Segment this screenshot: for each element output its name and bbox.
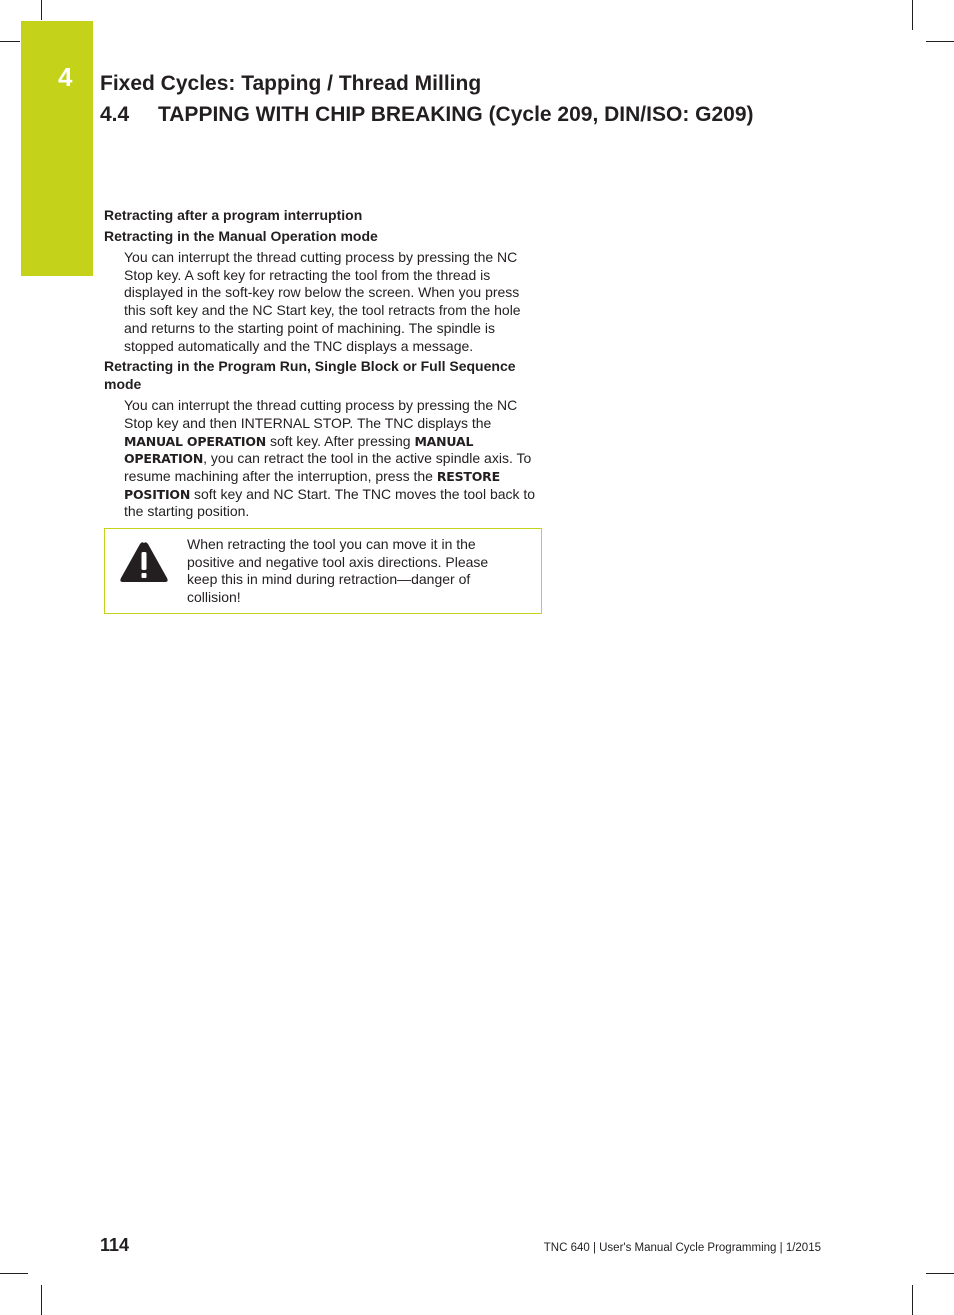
heading-program-run: Retracting in the Program Run, Single Block or Full Sequence mode: [104, 358, 516, 393]
heading-retracting: Retracting after a program interruption: [104, 207, 363, 223]
section-number: 4.4: [100, 103, 130, 126]
crop-mark: [912, 0, 913, 30]
text-segment: soft key and NC Start. The TNC moves the tool back to the starting position.: [124, 485, 536, 520]
warning-text: When retracting the tool you can move it in the positive and negative tool axis directions. Please keep this in mind during retraction—danger of collision!: [187, 536, 489, 605]
text-segment: You can interrupt the thread cutting process by pressing the NC Stop key and then INTERNAL STOP. The TNC displays the: [124, 397, 518, 431]
warning-icon: [119, 540, 169, 584]
paragraph-program-run: [124, 397, 542, 521]
text-segment: soft key. After pressing: [266, 432, 415, 449]
section-title-row: [100, 103, 754, 127]
crop-mark: [912, 1285, 913, 1315]
page-number: 114: [100, 1235, 130, 1255]
warning-note: [104, 528, 542, 614]
crop-mark: [926, 41, 954, 42]
crop-mark: [926, 1273, 954, 1274]
footer-text: TNC 640 | User's Manual Cycle Programming | 1/2015: [543, 1242, 821, 1254]
crop-mark: [0, 41, 20, 42]
crop-mark: [41, 0, 42, 20]
paragraph-manual-operation: You can interrupt the thread cutting process by pressing the NC Stop key. A soft key for retracting the tool from the thread is displayed in the soft-key row below the screen. When you press this soft key and the NC Start key, the tool retracts from the hole and returns to the starting point of machining. The spindle is stopped automatically and the TNC displays a message.: [124, 249, 521, 354]
chapter-title: Fixed Cycles: Tapping / Thread Milling: [100, 72, 482, 95]
section-title: TAPPING WITH CHIP BREAKING (Cycle 209, DIN/ISO: G209): [158, 103, 754, 126]
text-segment: , you can retract the tool in the active spindle axis. To resume machining after the interruption, press the: [124, 450, 532, 485]
heading-manual-operation: Retracting in the Manual Operation mode: [104, 228, 378, 244]
softkey-manual-operation: MANUAL OPERATION: [124, 433, 267, 449]
chapter-number: 4: [58, 62, 73, 92]
crop-mark: [0, 1273, 28, 1274]
crop-mark: [41, 1285, 42, 1315]
chapter-tab: [21, 21, 93, 276]
softkey-restore-position: RESTORE POSITION: [124, 469, 500, 502]
main-content: [104, 206, 544, 614]
softkey-manual-operation: MANUAL OPERATION: [124, 433, 474, 467]
